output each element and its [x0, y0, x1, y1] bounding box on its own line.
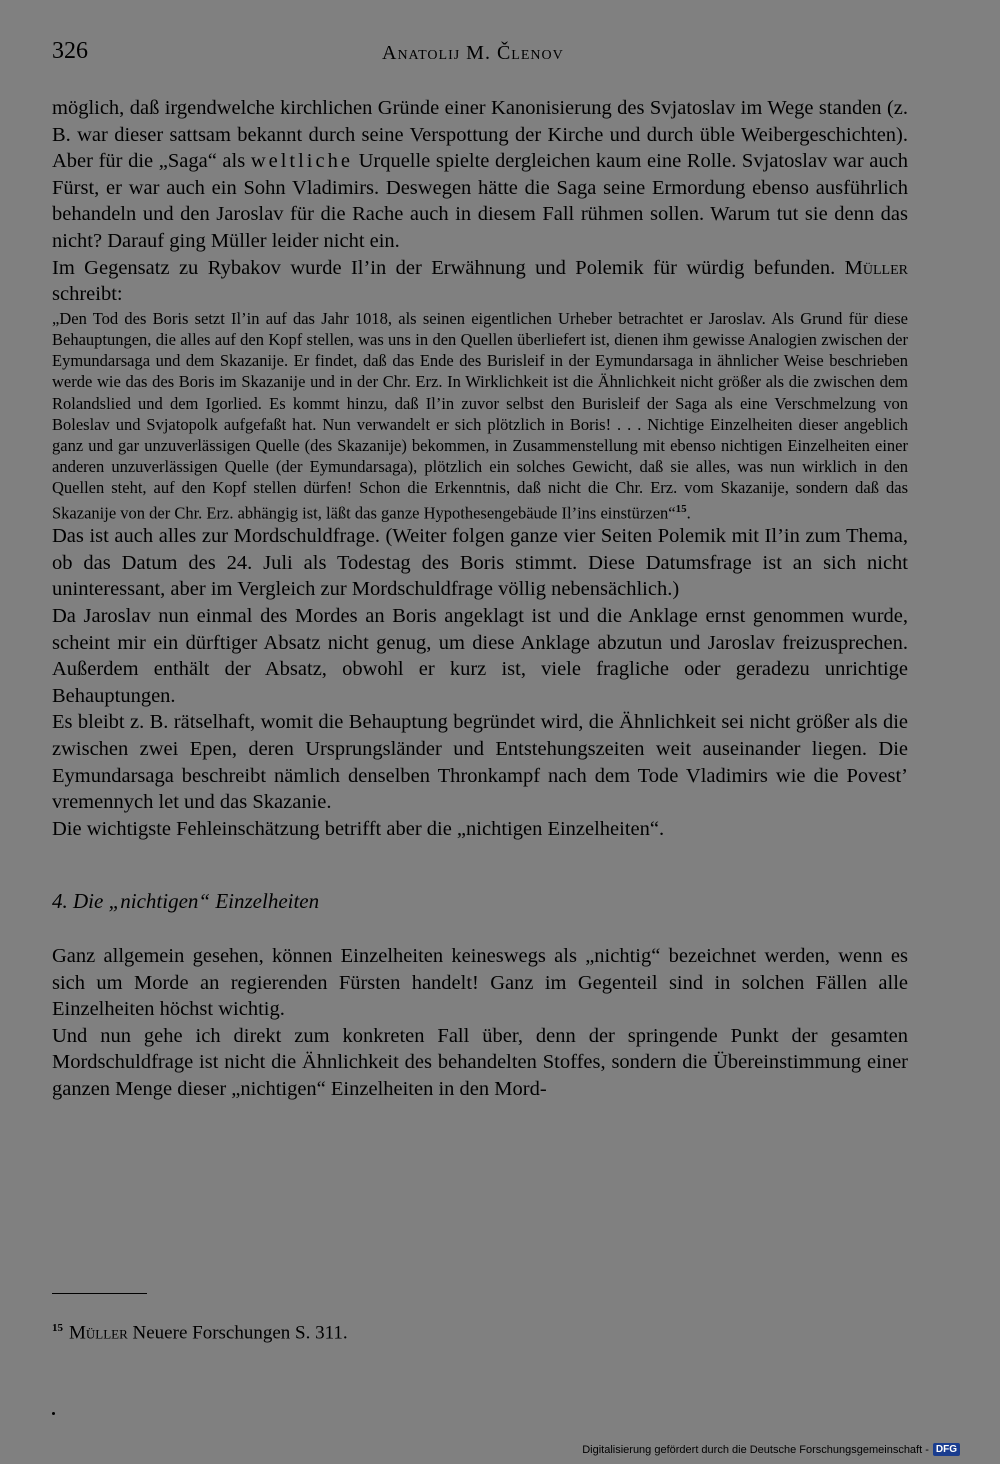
- paragraph: Es bleibt z. B. rätselhaft, womit die Behauptung begründet wird, die Ähnlichkeit sei nicht größer als die zwischen zwei Epen, deren Ursprungsländer und Entstehungszeiten weit auseinander liegen. Die Eymundarsaga beschreibt nämlich denselben Thronkampf nach dem Tode Vladimirs wie die Povest’ vremennych let und das Skazanie.: [52, 711, 908, 814]
- paragraph: Das ist auch alles zur Mordschuldfrage. (Weiter folgen ganze vier Seiten Polemik mit Il’in zum Thema, ob das Datum des 24. Juli als Todestag des Boris stimmt. Diese Datumsfrage ist an sich nicht uninteressant, aber im Vergleich zur Mordschuldfrage völlig nebensächlich.): [52, 525, 908, 601]
- paragraph: [52, 255, 908, 308]
- text-run: Im Gegensatz zu Rybakov wurde Il’in der Erwähnung und Polemik für würdig befunden.: [52, 256, 845, 279]
- paragraph: Und nun gehe ich direkt zum konkreten Fall über, denn der springende Punkt der gesamten Mordschuldfrage ist nicht die Ähnlichkeit des behandelten Stoffes, sondern die Übereinstimmung einer ganzen Menge dieser „nichtigen“ Einzelheiten in den Mord-: [52, 1024, 908, 1100]
- footnote-reference[interactable]: 15: [675, 502, 687, 515]
- quote-text: „Den Tod des Boris setzt Il’in auf das Jahr 1018, als seinen eigentlichen Urheber betrachtet er Jaroslav. Als Grund für diese Behauptungen, die alles auf den Kopf stellen, was uns in den Quellen überliefert ist, dienen ihm gewisse Analogien zwischen der Eymundarsaga und dem Skazanije. Er findet, daß das Ende des Burisleif in der Eymundarsaga in ähnlicher Weise beschrieben werde wie das des Boris im Skazanije und in der Chr. Erz. In Wirklichkeit ist die Ähnlichkeit nicht größer als die zwischen dem Rolandslied und dem Igorlied. Es kommt hinzu, daß Il’in zuvor selbst den Burisleif der Saga als eine Verschmelzung von Boleslav und Svjatopolk aufgefaßt hat. Nun verwandelt er sich plötzlich in Boris! . . . Nichtige Einzelheiten dieser angeblich ganz und gar unzuverlässigen Quelle (des Skazanije) bekommen, in Zusammenstellung mit ebenso nichtigen Einzelheiten einer anderen unzuverlässigen Quelle (der Eymundarsaga), plötzlich ein solches Gewicht, daß sie alles, was nun wirklich in den Quellen steht, auf den Kopf stellen dürfen! Schon die Erkenntnis, daß nicht die Chr. Erz. vom Skazanije, sondern daß das Skazanije von der Chr. Erz. abhängig ist, läßt das ganze Hypothesengebäude Il’ins einstürzen“: [52, 308, 908, 523]
- page-number: 326: [52, 38, 88, 64]
- block-quote: [52, 308, 908, 524]
- text-run: möglich, daß irgendwelche kirchlichen Gründe einer Kanonisierung des Svjatoslav im Wege standen (z. B. war dieser sattsam bekannt durch seine Verspottung der Kirche und durch üble Weibergeschichten). Aber für die „Saga“ als: [52, 97, 908, 173]
- paragraph: Da Jaroslav nun einmal des Mordes an Boris angeklagt ist und die Anklage ernst genommen wurde, scheint mir ein dürftiger Absatz nicht genug, um diese Anklage abzutun und Jaroslav freizusprechen. Außerdem enthält der Absatz, obwohl er kurz ist, viele fragliche oder geradezu unrichtige Behauptungen.: [52, 605, 908, 707]
- page-header: [52, 38, 912, 70]
- text-run: Urquelle spielte dergleichen kaum eine Rolle. Svjatoslav war auch Fürst, er war auch ein Sohn Vladimirs. Deswegen hätte die Saga seine Ermordung ebenso ausführlich behandeln und den Jaroslav für die Rache auch in diesem Fall rühmen sollen. Warum tut sie denn das nicht? Darauf ging Müller leider nicht ein.: [52, 150, 908, 252]
- paragraph: Ganz allgemein gesehen, können Einzelheiten keineswegs als „nichtig“ bezeichnet werden, wenn es sich um Morde an regierenden Fürsten handelt! Ganz im Gegenteil sind in solchen Fällen alle Einzelheiten höchst wichtig.: [52, 945, 908, 1021]
- text-run: schreibt:: [52, 283, 123, 306]
- scan-dot: [52, 1412, 55, 1415]
- footnote-marker: 15: [52, 1322, 63, 1334]
- digitization-credit: [582, 1443, 960, 1456]
- author-name: Müller: [844, 256, 908, 279]
- digitization-text: Digitalisierung gefördert durch die Deutsche Forschungsgemeinschaft -: [582, 1443, 929, 1456]
- body-text: [52, 95, 908, 1103]
- section-heading: 4. Die „nichtigen“ Einzelheiten: [52, 889, 320, 914]
- footnote-text: Neuere Forschungen S. 311.: [127, 1322, 348, 1344]
- spaced-emphasis: weltliche: [250, 150, 353, 173]
- paragraph: [52, 95, 908, 255]
- footnote-author: Müller: [69, 1322, 128, 1344]
- footnote-divider: [52, 1293, 147, 1294]
- running-head: Anatolij M. Členov: [382, 42, 564, 64]
- dfg-logo[interactable]: DFG: [933, 1443, 960, 1456]
- text-run: .: [686, 503, 691, 523]
- footnote: [52, 1322, 348, 1344]
- paragraph: Die wichtigste Fehleinschätzung betrifft aber die „nichtigen Einzelheiten“.: [52, 817, 665, 840]
